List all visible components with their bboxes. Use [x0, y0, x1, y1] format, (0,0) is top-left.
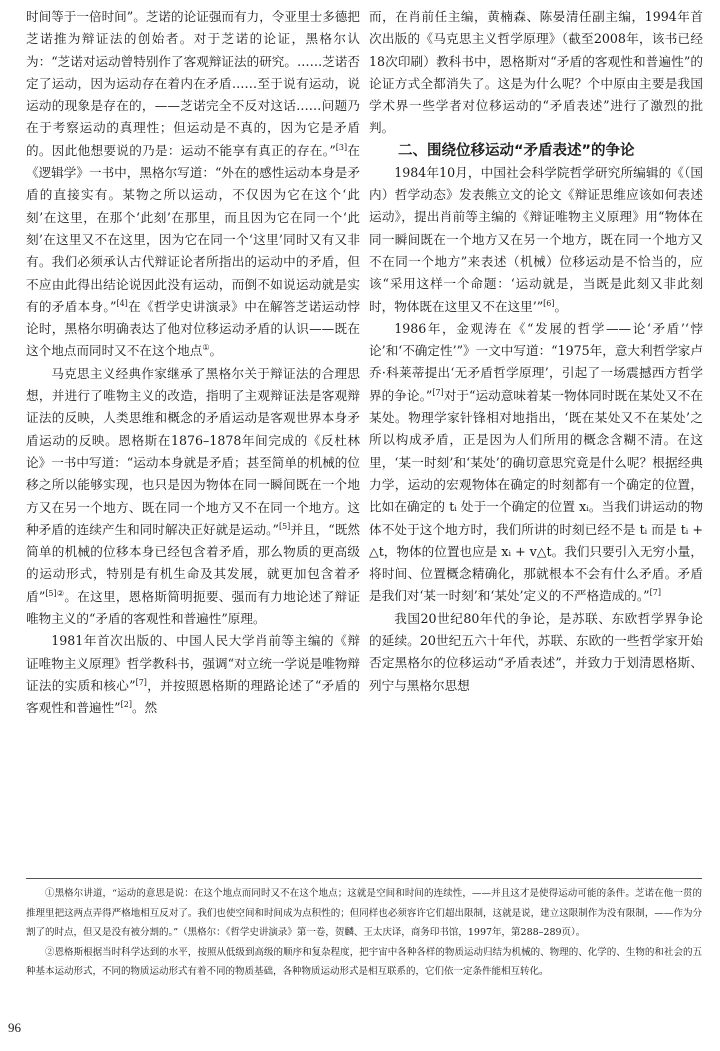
- citation-ref: [7]: [135, 677, 147, 687]
- citation-ref: [5]②: [45, 588, 65, 598]
- text-run: 。然: [131, 700, 158, 716]
- text-run: 。: [554, 298, 568, 314]
- paragraph: [26, 363, 360, 631]
- footnote-1: ①黑格尔讲道，“运动的意思是说：在这个地点而同时又不在这个地点；这就是空间和时间的连续性，——并且这才是使得运动可能的条件。芝诺在他一贯的推理里把这两点弄得严格地相互反对了。我们也使空间和时间成为点积性的；但同样也必须容许它们超出限制，这就是说，建立这限制作为没有限制，——作为分割了的时点，但又是没有被分割的。”（黑格尔：《哲学史讲演录》第一卷，贺麟、王太庆译，商务印书馆，1997年，第288–289页）。: [26, 888, 702, 938]
- text-run: 对于“运动意味着某一物体同时既在某处又不在某处。物理学家针锋相对地指出，‘既在某处又不在某处’之所以构成矛盾，正是因为人们所用的概念含糊不清。在这里，‘某一时刻’和‘某处’的确切意思究竟是什么呢？根据经典力学，运动的宏观物体在确定的时刻都有一个确定的位置，比如在确定的 tᵢ 处于一个确定的位置 xᵢ。当我们讲运动的物体不处于这个地方时，我们所讲的时刻已经不是 tᵢ 而是 tᵢ + △t，物体的位置也应是 xᵢ + v△t。我们只要引入无穷小量，将时间、位置概念精确化，那就根本不会有什么矛盾。矛盾是我们对‘某一时刻’和‘某处’定义的不严格造成的。”: [369, 387, 703, 604]
- citation-ref: [7]: [649, 588, 661, 598]
- text-run: 1986年，金观涛在《“发展的哲学——论‘矛盾’‘悖论’和‘不确定性’”》一文中写道：“1975年，意大利哲学家卢乔·科莱蒂提出‘无矛盾哲学原理’，引起了一场震撼西方哲学界的争论。”: [369, 320, 703, 403]
- section-heading: 二、围绕位移运动“矛盾表述”的争论: [398, 142, 635, 159]
- text-run: 在《逻辑学》一书中，黑格尔写道：“外在的感性运动本身是矛盾的直接实有。某物之所以运动，不仅因为它在这个‘此刻’在这里，在那个‘此刻’在那里，而且因为它在同一个‘此刻’在这里又不在这里，因为它在同一个‘这里’同时又有又非有。我们必须承认古代辩证论者所指出的运动中的矛盾，但不应由此得出结论说因此没有运动，而倒不如说运动就是实有的矛盾本身。”: [26, 142, 361, 314]
- text-run: 在《哲学史讲演录》中在解答芝诺运动悖论时，黑格尔明确表达了他对位移运动矛盾的认识——既在这个地点而同时又不在这个地点: [26, 298, 361, 359]
- footnote-divider: [26, 878, 702, 879]
- footnotes: [26, 884, 702, 982]
- paragraph: 而，在肖前任主编，黄楠森、陈晏清任副主编，1994年首次出版的《马克思主义哲学原理》（截至2008年，该书已经18次印刷）教科书中，恩格斯对“矛盾的客观性和普遍性”的论证方式全都消失了。这是为什么呢？个中原由主要是我国学术界一些学者对位移运动的“矛盾表述”进行了激烈的批判。: [369, 9, 703, 136]
- citation-ref: [4]: [116, 298, 128, 308]
- footnote-2: ②恩格斯根据当时科学达到的水平，按照从低级到高级的顺序和复杂程度，把宇宙中各种各样的物质运动归结为机械的、物理的、化学的、生物的和社会的五种基本运动形式，不同的物质运动形式有着不同的物质基础，各种物质运动形式是相互联系的，它们依一定条件能相互转化。: [26, 946, 702, 977]
- footnote-ref: ①: [202, 343, 210, 353]
- paragraph: [26, 6, 360, 363]
- text-run: 马克思主义经典作家继承了黑格尔关于辩证法的合理思想，并进行了唯物主义的改造，指明了主观辩证法是客观辩证法的反映，人类思维和概念的矛盾运动是客观世界本身矛盾运动的反映。恩格斯在1876–1878年间完成的《反杜林论》一书中写道：“运动本身就是矛盾；甚至简单的机械的位移之所以能够实现，也只是因为物体在同一瞬间既在一个地方又在另一个地方、既在同一个地方又不在同一个地方。这种矛盾的连续产生和同时解决正好就是运动。”: [26, 365, 360, 537]
- citation-ref: [7]: [432, 387, 444, 397]
- citation-ref: [3]: [335, 142, 348, 152]
- left-column: [26, 6, 360, 720]
- text-run: 1984年10月，中国社会科学院哲学研究所编辑的《（国内）哲学动态》发表熊立文的论文《辩证思维应该如何表述运动》，提出肖前等主编的《辩证唯物主义原理》用“物体在同一瞬间既在一个地方又在另一个地方，既在同一个地方又不在同一个地方”来表述（机械）位移运动是不恰当的，应该“采用这样一个命题：‘运动就是，当既是此刻又非此刻时，物体既在这里又不在这里’”: [369, 164, 703, 314]
- citation-ref: [2]: [120, 700, 132, 710]
- paragraph: [369, 318, 703, 608]
- text-run: 。: [209, 343, 223, 359]
- paragraph: [26, 630, 360, 719]
- citation-ref: [6]: [543, 298, 555, 308]
- right-column: [369, 6, 703, 697]
- citation-ref: [5]: [278, 521, 291, 531]
- text-run: ，并按照恩格斯的理路论述了“矛盾的客观性和普遍性”: [26, 677, 360, 716]
- text-run: 时间等于一倍时间”。芝诺的论证强而有力，令亚里士多德把芝诺推为辩证法的创始者。对于芝诺的论证，黑格尔认为：“芝诺对运动曾特别作了客观辩证法的研究。……芝诺否定了运动，因为运动存在着内在矛盾……至于说有运动，说运动的现象是存在的，——芝诺完全不反对这话……问题乃在于考察运动的真理性；但运动是不真的，因为它是矛盾的。因此他想要说的乃是：运动不能享有真正的存在。”: [26, 9, 360, 158]
- paragraph: [369, 162, 703, 318]
- text-run: 并且，“既然简单的机械的位移本身已经包含着矛盾，那么物质的更高级的运动形式，特别是有机生命及其发展，就更加包含着矛盾”: [26, 521, 360, 604]
- paragraph: 我国20世纪80年代的争论，是苏联、东欧哲学界争论的延续。20世纪五六十年代，苏联、东欧的一些哲学家开始否定黑格尔的位移运动“矛盾表述”，并致力于划清恩格斯、列宁与黑格尔思想: [369, 610, 703, 693]
- text-run: 1981年首次出版的、中国人民大学肖前等主编的《辩证唯物主义原理》哲学教科书，强调“对立统一学说是唯物辩证法的实质和核心”: [26, 633, 360, 693]
- text-run: 。在这里，恩格斯简明扼要、强而有力地论述了辩证唯物主义的“矛盾的客观性和普遍性”原理。: [26, 588, 360, 627]
- page-number: 96: [8, 1020, 21, 1035]
